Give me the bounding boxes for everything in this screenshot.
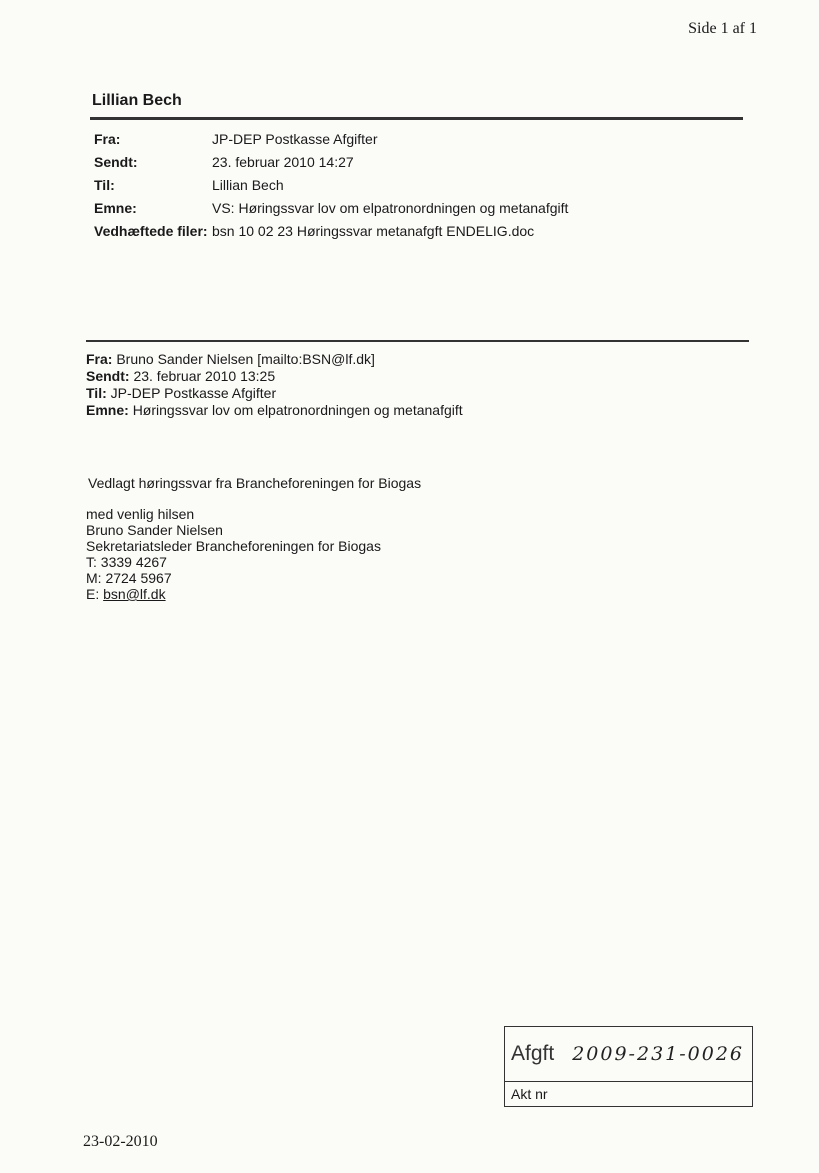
header-key: Til: <box>94 177 115 193</box>
header-key: Vedhæftede filer: <box>94 223 208 239</box>
signature-email-prefix: E: <box>86 586 104 602</box>
forwarded-to-line <box>86 385 463 402</box>
forwarded-subject-label: Emne: <box>86 402 129 418</box>
forwarded-subject-line <box>86 402 463 419</box>
header-key: Sendt: <box>94 154 138 170</box>
forwarded-sent-line <box>86 368 463 385</box>
header-value: Lillian Bech <box>212 177 284 193</box>
header-value: 23. februar 2010 14:27 <box>212 154 354 170</box>
stamp-case-number: 2009-231-0026 <box>572 1043 745 1065</box>
stamp-label: Afgft <box>511 1042 555 1065</box>
header-row-attachments <box>94 220 568 243</box>
forward-divider <box>86 340 749 342</box>
forwarded-from-label: Fra: <box>86 351 113 367</box>
header-row-from <box>94 128 568 151</box>
header-value: JP-DEP Postkasse Afgifter <box>212 131 378 147</box>
signature-block <box>86 506 381 602</box>
forwarded-header <box>86 351 463 419</box>
email-header <box>94 128 568 243</box>
page-number: Side 1 af 1 <box>688 20 757 37</box>
forwarded-to-value: JP-DEP Postkasse Afgifter <box>110 385 277 401</box>
stamp-case-row <box>505 1027 752 1082</box>
forwarded-from-value: Bruno Sander Nielsen [mailto:BSN@lf.dk] <box>116 351 375 367</box>
attachment-filename[interactable]: bsn 10 02 23 Høringssvar metanafgft ENDELIG.doc <box>212 223 535 239</box>
header-row-to <box>94 174 568 197</box>
forwarded-sent-label: Sendt: <box>86 368 130 384</box>
signature-greeting: med venlig hilsen <box>86 506 195 522</box>
message-body: Vedlagt høringssvar fra Brancheforeningen for Biogas <box>88 475 422 491</box>
archive-stamp <box>504 1026 753 1107</box>
mailbox-owner-name: Lillian Bech <box>92 92 182 109</box>
header-key: Emne: <box>94 200 137 216</box>
signature-mobile: M: 2724 5967 <box>86 570 172 586</box>
stamp-akt-label: Akt nr <box>511 1086 548 1102</box>
signature-title: Sekretariatsleder Brancheforeningen for Biogas <box>86 538 381 554</box>
print-date: 23-02-2010 <box>83 1133 158 1150</box>
forwarded-subject-value: Høringssvar lov om elpatronordningen og metanafgift <box>132 402 463 418</box>
signature-email-line <box>86 586 381 602</box>
signature-phone: T: 3339 4267 <box>86 554 167 570</box>
stamp-akt-row <box>505 1082 752 1106</box>
header-divider <box>90 117 743 120</box>
header-value: VS: Høringssvar lov om elpatronordningen og metanafgift <box>212 200 569 216</box>
header-row-sent <box>94 151 568 174</box>
signature-email-link[interactable]: bsn@lf.dk <box>103 586 166 602</box>
forwarded-to-label: Til: <box>86 385 107 401</box>
header-row-subject <box>94 197 568 220</box>
forwarded-sent-value: 23. februar 2010 13:25 <box>133 368 276 384</box>
forwarded-from-line <box>86 351 463 368</box>
signature-name: Bruno Sander Nielsen <box>86 522 223 538</box>
header-key: Fra: <box>94 131 121 147</box>
